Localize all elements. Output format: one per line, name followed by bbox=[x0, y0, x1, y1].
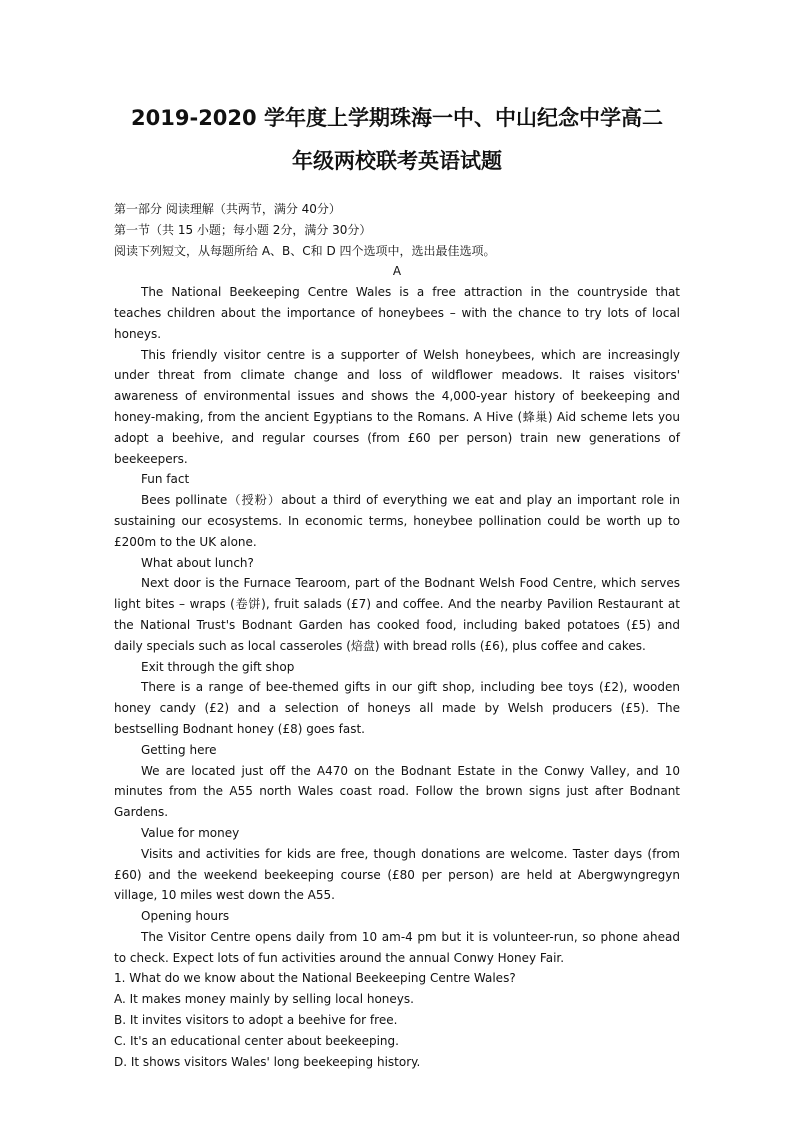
passage-paragraph: Bees pollinate（授粉）about a third of everything we eat and play an important role in sustaining our ecosystems. In economic terms, honeybee pollination could be worth up to £200m to the UK alone. bbox=[114, 493, 680, 549]
part-heading: 第一部分 阅读理解（共两节，满分 40分） bbox=[114, 202, 341, 216]
section-heading: 第一节（共 15 小题；每小题 2分，满分 30分） bbox=[114, 222, 372, 237]
option-c: C. It's an educational center about beekeeping. bbox=[114, 1033, 399, 1048]
passage-paragraph: We are located just off the A470 on the Bodnant Estate in the Conwy Valley, and 10 minutes from the A55 north Wales coast road. Follow the brown signs just after Bodnant Gardens. bbox=[114, 763, 680, 820]
passage-subheading: Opening hours bbox=[141, 909, 230, 924]
option-b: B. It invites visitors to adopt a beehive for free. bbox=[114, 1013, 398, 1028]
option-a: A. It makes money mainly by selling local honeys. bbox=[114, 992, 414, 1007]
exam-title-line1: 2019-2020 学年度上学期珠海一中、中山纪念中学高二 bbox=[131, 106, 663, 130]
passage-paragraph: Next door is the Furnace Tearoom, part of the Bodnant Welsh Food Centre, which serves light bites – wraps (卷饼), fruit salads (£7) and coffee. And the nearby Pavilion Restaurant at the National Trust's Bodnant Garden has cooked food, including baked potatoes (£5) and daily specials such as local casseroles (焙盘) with bread rolls (£6), plus coffee and cakes. bbox=[114, 576, 680, 653]
passage-paragraph: Visits and activities for kids are free, though donations are welcome. Taster days (from £60) and the weekend beekeeping course (£80 per person) are held at Abergwyngregyn village, 10 miles west down the A55. bbox=[114, 846, 680, 903]
passage-paragraph: This friendly visitor centre is a supporter of Welsh honeybees, which are increasingly under threat from climate change and loss of wildflower meadows. It raises visitors' awareness of environmental issues and shows the 4,000-year history of beekeeping and honey-making, from the ancient Egyptians to the Romans. A Hive (蜂巢) Aid scheme lets you adopt a beehive, and regular courses (from £60 per person) train new generations of beekeepers. bbox=[114, 347, 680, 466]
option-d: D. It shows visitors Wales' long beekeeping history. bbox=[114, 1054, 421, 1069]
exam-title-line2: 年级两校联考英语试题 bbox=[292, 149, 502, 173]
question-stem: 1. What do we know about the National Beekeeping Centre Wales? bbox=[114, 971, 516, 986]
instruction: 阅读下列短文，从每题所给 A、B、C和 D 四个选项中，选出最佳选项。 bbox=[114, 243, 496, 258]
passage-paragraph: The Visitor Centre opens daily from 10 am-4 pm but it is volunteer-run, so phone ahead to check. Expect lots of fun activities around the annual Conwy Honey Fair. bbox=[114, 929, 680, 965]
passage-subheading: Exit through the gift shop bbox=[141, 659, 295, 674]
passage-subheading: What about lunch? bbox=[141, 555, 254, 570]
passage-letter: A bbox=[392, 264, 402, 279]
passage-paragraph: The National Beekeeping Centre Wales is a free attraction in the countryside that teaches children about the importance of honeybees – with the chance to try lots of local honeys. bbox=[114, 285, 680, 341]
passage-subheading: Value for money bbox=[141, 825, 240, 840]
passage-subheading: Fun fact bbox=[141, 472, 190, 487]
exam-body bbox=[114, 199, 680, 1072]
passage-paragraph: There is a range of bee-themed gifts in our gift shop, including bee toys (£2), wooden honey candy (£2) and a selection of honeys all made by Welsh producers (£5). The bestselling Bodnant honey (£8) goes fast. bbox=[114, 680, 680, 736]
passage-subheading: Getting here bbox=[141, 742, 217, 757]
